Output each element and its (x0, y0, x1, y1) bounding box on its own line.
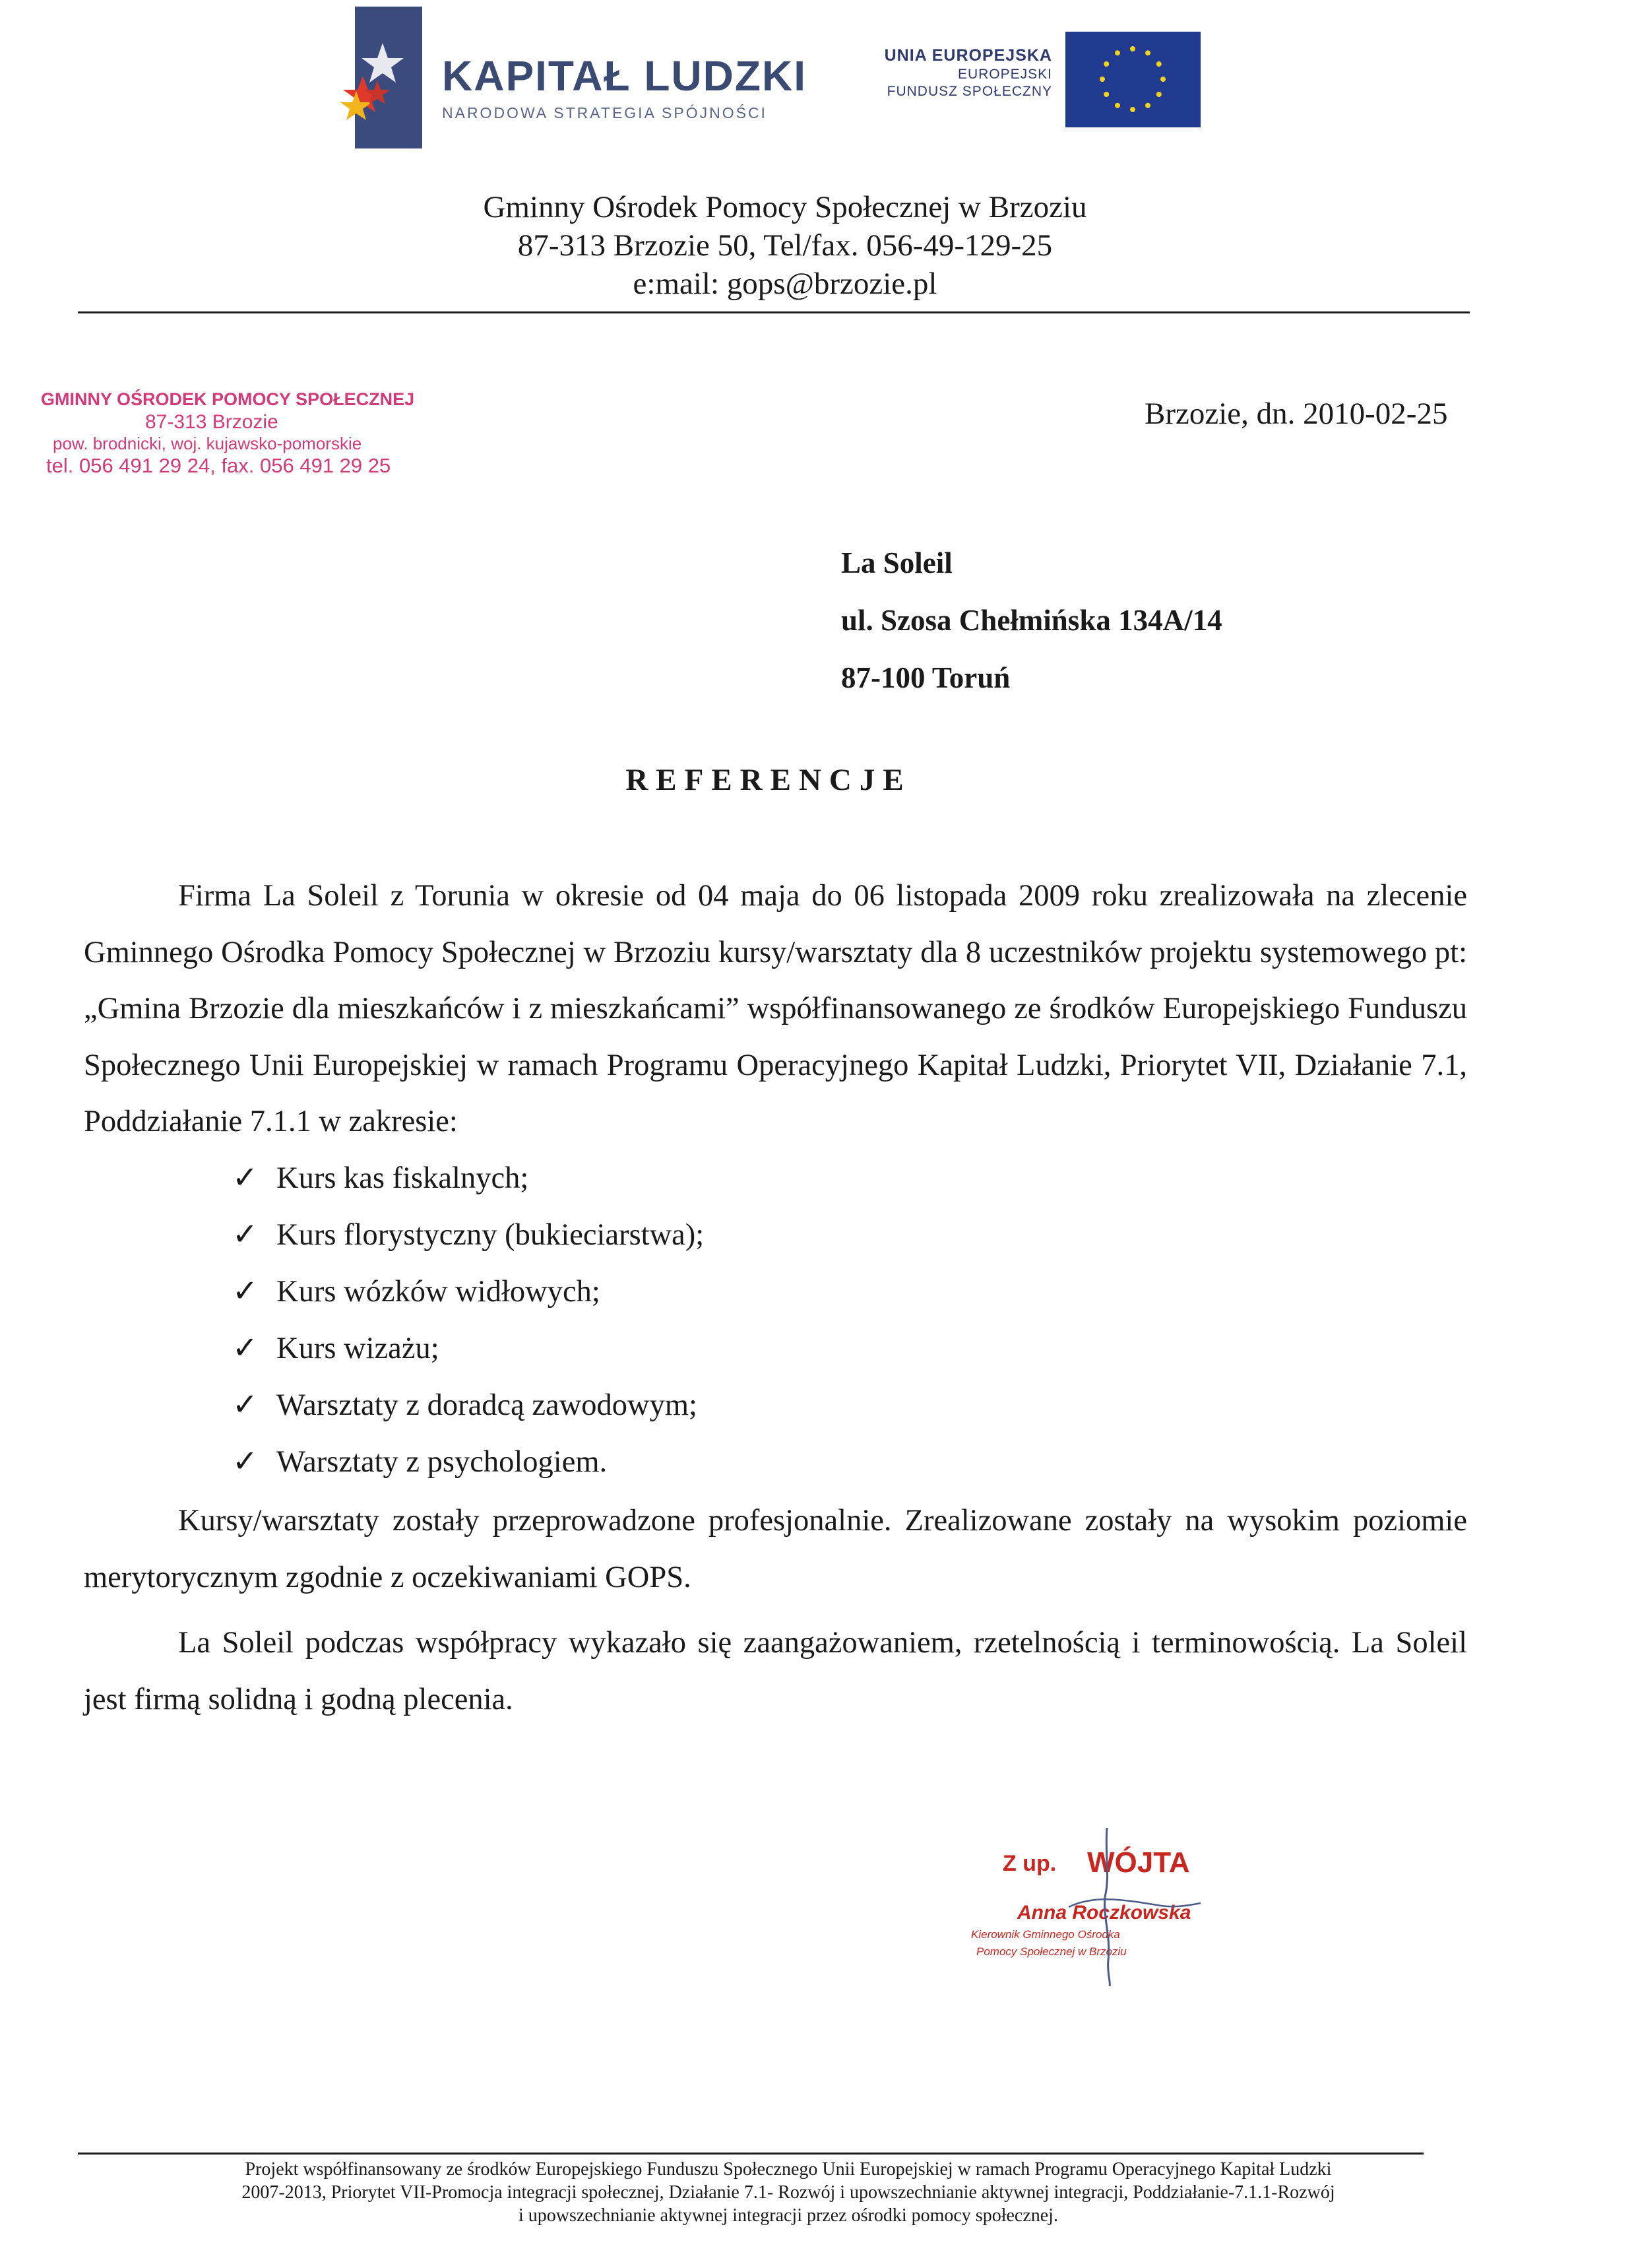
stamp-line3: pow. brodnicki, woj. kujawsko-pomorskie (53, 434, 362, 453)
institution-address: 87-313 Brzozie 50, Tel/fax. 056-49-129-25 (517, 228, 1053, 263)
list-item-text: Kurs kas fiskalnych; (276, 1161, 529, 1195)
recipient-street: ul. Szosa Chełmińska 134A/14 (841, 604, 1222, 637)
signature-office: WÓJTA (1087, 1846, 1190, 1879)
stamp-line4: tel. 056 491 29 24, fax. 056 491 29 25 (46, 454, 391, 477)
recipient-name: La Soleil (841, 546, 953, 579)
footer-line2: 2007-2013, Priorytet VII-Promocja integracji społecznej, Działanie 7.1- Rozwój i upowszechnianie aktywnej integracji, Poddziałanie-7.1.1-Rozwój (241, 2182, 1335, 2203)
signature-role-line1: Kierownik Gminnego Ośrodka (971, 1928, 1120, 1941)
institution-header (0, 188, 1570, 303)
header-divider (78, 311, 1470, 313)
eu-logo-line1: UNIA EUROPEJSKA (884, 46, 1052, 65)
checkmark-icon: ✓ (232, 1445, 258, 1479)
eu-star-icon (1104, 61, 1109, 67)
footer-divider (78, 2153, 1424, 2155)
list-item-text: Warsztaty z doradcą zawodowym; (276, 1388, 697, 1422)
eu-logo-line3: FUNDUSZ SPOŁECZNY (887, 84, 1052, 99)
eu-star-icon (1115, 103, 1120, 108)
office-stamp (41, 389, 414, 478)
eu-star-icon (1145, 50, 1150, 55)
eu-star-icon (1156, 61, 1162, 67)
stamp-line2: 87-313 Brzozie (145, 411, 278, 433)
signature-name: Anna Roczkowska (1017, 1902, 1191, 1924)
eu-star-icon (1156, 92, 1162, 97)
eu-star-icon (1160, 77, 1166, 82)
list-item (232, 1434, 704, 1491)
checkmark-icon: ✓ (232, 1332, 258, 1365)
checkmark-icon: ✓ (232, 1388, 258, 1422)
list-item (232, 1207, 704, 1264)
signature-stamp (970, 1828, 1247, 1986)
checkmark-icon: ✓ (232, 1218, 258, 1252)
footer-line3: i upowszechnianie aktywnej integracji przez ośrodki pomocy społecznej. (519, 2205, 1058, 2226)
document-date: Brzozie, dn. 2010-02-25 (1145, 397, 1448, 431)
eu-logo (858, 32, 1201, 131)
body-paragraph-2: Kursy/warsztaty zostały przeprowadzone profesjonalnie. Zrealizowane zostały na wysokim poziomie merytorycznym zgodnie z oczekiwaniami GOPS. (84, 1504, 1467, 1594)
handwritten-signature-icon (970, 1828, 1247, 1986)
institution-name: Gminny Ośrodek Pomocy Społecznej w Brzoziu (483, 190, 1087, 224)
kapital-ludzki-subtitle: NARODOWA STRATEGIA SPÓJNOŚCI (442, 104, 767, 121)
eu-star-icon (1145, 103, 1150, 108)
list-item (232, 1264, 704, 1320)
list-item (232, 1320, 704, 1377)
signature-role-line2: Pomocy Społecznej w Brzoziu (976, 1945, 1127, 1958)
eu-star-icon (1130, 46, 1135, 51)
signature-prefix: Z up. (1003, 1851, 1057, 1876)
list-item-text: Kurs wózków widłowych; (276, 1275, 600, 1309)
list-item-text: Kurs wizażu; (276, 1332, 439, 1365)
footer-line1: Projekt współfinansowany ze środków Europejskiego Funduszu Społecznego Unii Europejskiej w ramach Programu Operacyjnego Kapitał Ludzki (245, 2159, 1332, 2180)
recipient-city: 87-100 Toruń (841, 661, 1011, 694)
stamp-line1: GMINNY OŚRODEK POMOCY SPOŁECZNEJ (41, 389, 415, 409)
list-item (232, 1377, 704, 1434)
eu-star-icon (1115, 50, 1120, 55)
kapital-ludzki-title: KAPITAŁ LUDZKI (442, 52, 807, 100)
eu-logo-text (885, 46, 1052, 100)
eu-flag-icon (1065, 32, 1201, 127)
checkmark-icon: ✓ (232, 1275, 258, 1309)
kapital-ludzki-logo (336, 7, 807, 148)
list-item (232, 1150, 704, 1207)
eu-star-icon (1100, 77, 1105, 82)
footer-note (40, 2158, 1537, 2227)
document-title: REFERENCJE (625, 763, 912, 797)
body-paragraph-1: Firma La Soleil z Torunia w okresie od 04 maja do 06 listopada 2009 roku zrealizowała na zlecenie Gminnego Ośrodka Pomocy Społecznej w Brzoziu kursy/warsztaty dla 8 uczestników projektu systemowego pt: „Gmina Brzozie dla mieszkańców i z mieszkańcami” współfinansowanego ze środków Europejskiego Funduszu Społecznego Unii Europejskiej w ramach Programu Operacyjnego Kapitał Ludzki, Priorytet VII, Działanie 7.1, Poddziałanie 7.1.1 w zakresie: (84, 879, 1467, 1138)
list-item-text: Warsztaty z psychologiem. (276, 1445, 608, 1479)
eu-star-icon (1104, 92, 1109, 97)
body-paragraph-3: La Soleil podczas współpracy wykazało się zaangażowaniem, rzetelnością i terminowością. La Soleil jest firmą solidną i godną plecenia. (84, 1626, 1467, 1716)
eu-star-icon (1130, 107, 1135, 112)
eu-logo-line2: EUROPEJSKI (957, 67, 1052, 82)
list-item-text: Kurs florystyczny (bukieciarstwa); (276, 1218, 705, 1252)
kapital-ludzki-emblem-icon (336, 7, 422, 148)
checkmark-icon: ✓ (232, 1161, 258, 1195)
course-list (232, 1150, 704, 1491)
institution-email: e:mail: gops@brzozie.pl (633, 267, 937, 301)
recipient-block (841, 535, 1222, 707)
